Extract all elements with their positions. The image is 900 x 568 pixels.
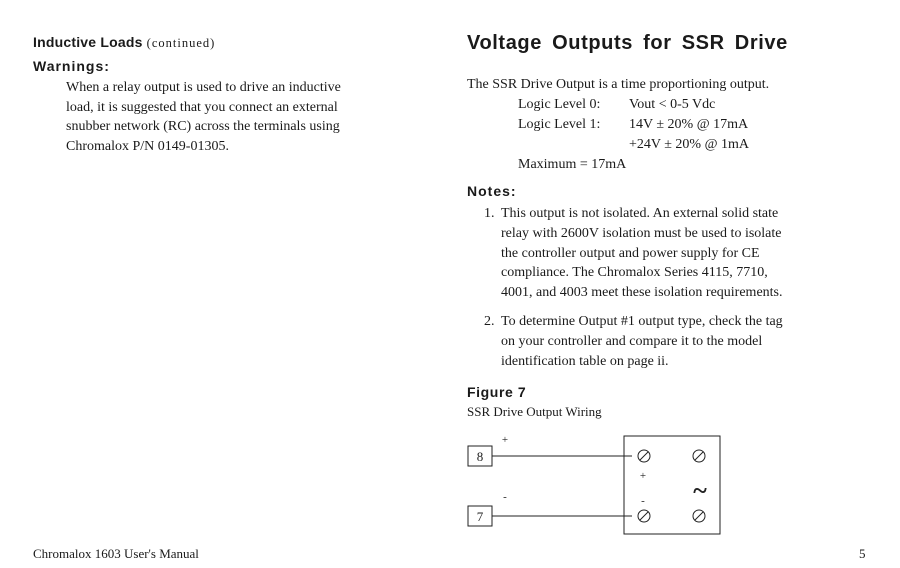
ssr-minus-sign: - — [641, 495, 645, 507]
note-line: compliance. The Chromalox Series 4115, 7710, — [501, 265, 768, 281]
note-item-2 — [484, 312, 864, 371]
note-number: 1. — [484, 206, 495, 221]
warnings-line: snubber network (RC) across the terminals using — [66, 119, 340, 134]
figure-heading: Figure 7 — [467, 384, 527, 400]
screw-terminal-bottom-left-icon — [638, 510, 650, 522]
logic-level-0-value: Vout < 0-5 Vdc — [629, 97, 716, 112]
note-line: the controller output and power supply for CE — [501, 245, 760, 261]
warnings-line: load, it is suggested that you connect an external — [66, 99, 338, 115]
note-line: on your controller and compare it to the model — [501, 333, 763, 349]
warnings-paragraph — [66, 78, 411, 156]
heading-suffix: (continued) — [146, 36, 216, 50]
page-number: 5 — [859, 546, 866, 561]
warnings-heading: Warnings: — [33, 58, 110, 74]
ac-symbol-icon: ~ — [693, 476, 707, 505]
note-line: identification table on page ii. — [501, 353, 669, 369]
logic-level-1-label: Logic Level 1: — [518, 117, 601, 132]
ssr-plus-sign: + — [639, 470, 647, 482]
note-line: relay with 2600V isolation must be used to isolate — [501, 225, 782, 241]
section-heading-inductive-loads — [33, 34, 215, 51]
footer-manual-title: Chromalox 1603 User's Manual — [33, 546, 199, 561]
note-number: 2. — [484, 314, 495, 329]
logic-level-0-label: Logic Level 0: — [518, 97, 601, 112]
screw-terminal-bottom-right-icon — [693, 510, 705, 522]
warnings-line: Chromalox P/N 0149-01305. — [66, 138, 229, 154]
warnings-line: When a relay output is used to drive an inductive — [66, 80, 341, 95]
terminal-8-label: 8 — [476, 449, 484, 464]
screw-terminal-top-right-icon — [693, 450, 705, 462]
wire-bottom-sign: - — [503, 491, 507, 503]
note-item-1 — [484, 204, 864, 303]
note-line: To determine Output #1 output type, check the tag — [501, 314, 783, 329]
page-title: Voltage Outputs for SSR Drive — [467, 32, 788, 54]
wire-top-sign: + — [501, 434, 509, 446]
note-line: 4001, and 4003 meet these isolation requirements. — [501, 285, 783, 301]
logic-level-1-value-b: +24V ± 20% @ 1mA — [629, 137, 749, 152]
note-line: This output is not isolated. An external solid state — [501, 206, 779, 221]
intro-text: The SSR Drive Output is a time proportioning output. — [467, 77, 770, 92]
maximum-current: Maximum = 17mA — [518, 157, 627, 172]
heading-text: Inductive Loads — [33, 34, 143, 50]
screw-terminal-top-left-icon — [638, 450, 650, 462]
logic-level-1-value-a: 14V ± 20% @ 17mA — [629, 117, 749, 132]
notes-heading: Notes: — [467, 183, 517, 199]
figure-caption: SSR Drive Output Wiring — [467, 404, 602, 419]
ssr-wiring-diagram — [462, 430, 732, 540]
terminal-7-label: 7 — [476, 509, 484, 524]
